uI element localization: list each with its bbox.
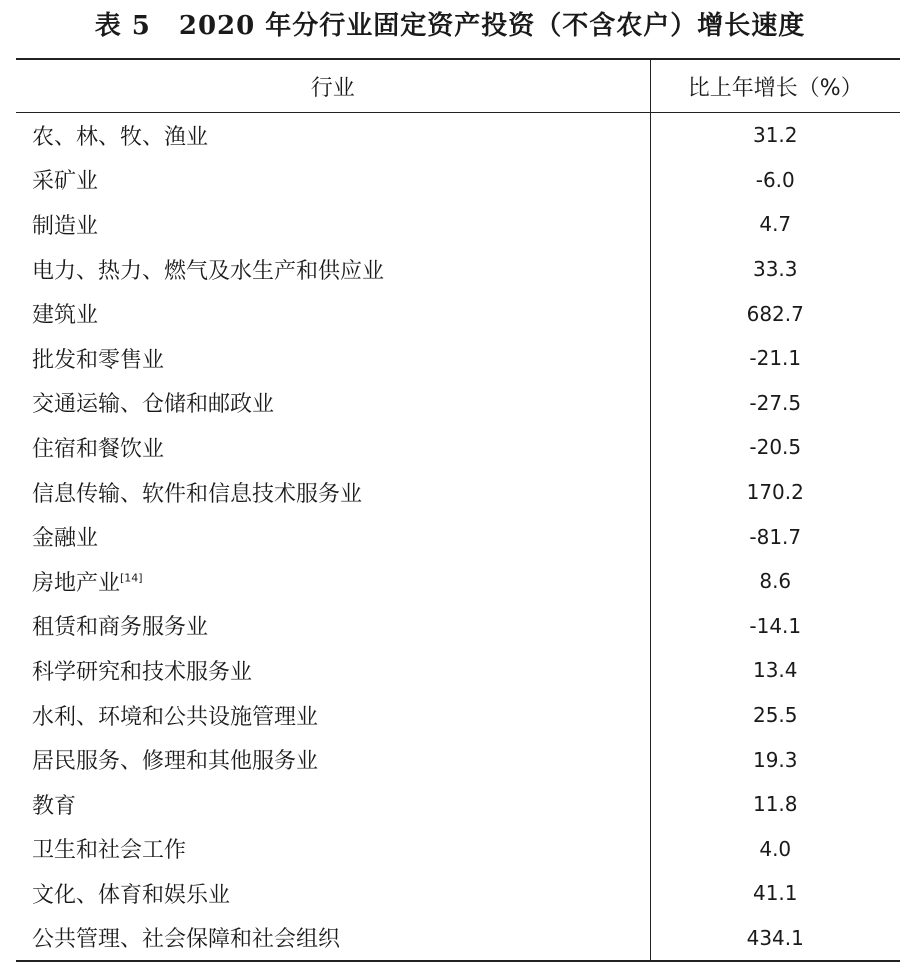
industry-name: 采矿业 xyxy=(32,169,99,195)
table-row xyxy=(16,916,900,962)
industry-name: 水利、环境和公共设施管理业 xyxy=(32,704,319,730)
table-row xyxy=(16,871,900,916)
growth-value: 170.2 xyxy=(650,470,900,515)
table-row xyxy=(16,158,900,203)
industry-name: 信息传输、软件和信息技术服务业 xyxy=(32,481,363,507)
growth-value: 434.1 xyxy=(650,916,900,962)
industry-name: 批发和零售业 xyxy=(32,347,165,373)
investment-growth-table xyxy=(16,58,900,962)
growth-value: -27.5 xyxy=(650,381,900,426)
table-row xyxy=(16,113,900,158)
industry-cell xyxy=(16,113,650,158)
growth-value: 8.6 xyxy=(650,559,900,604)
industry-cell xyxy=(16,247,650,292)
industry-cell xyxy=(16,202,650,247)
industry-name: 卫生和社会工作 xyxy=(32,838,187,864)
industry-name: 教育 xyxy=(32,793,77,819)
growth-value: -81.7 xyxy=(650,514,900,559)
table-row xyxy=(16,336,900,381)
industry-cell xyxy=(16,336,650,381)
growth-value: 682.7 xyxy=(650,291,900,336)
growth-value: -6.0 xyxy=(650,158,900,203)
table-title xyxy=(0,6,900,46)
table-row xyxy=(16,247,900,292)
growth-value: 31.2 xyxy=(650,113,900,158)
industry-name: 居民服务、修理和其他服务业 xyxy=(32,749,319,775)
growth-value: 33.3 xyxy=(650,247,900,292)
industry-cell xyxy=(16,737,650,782)
header-row xyxy=(16,59,900,113)
industry-cell xyxy=(16,648,650,693)
growth-value: 41.1 xyxy=(650,871,900,916)
table-row xyxy=(16,737,900,782)
industry-name: 交通运输、仓储和邮政业 xyxy=(32,392,275,418)
industry-name: 租赁和商务服务业 xyxy=(32,615,209,641)
industry-name: 住宿和餐饮业 xyxy=(32,436,165,462)
industry-cell xyxy=(16,916,650,962)
table-row xyxy=(16,693,900,738)
industry-cell xyxy=(16,158,650,203)
growth-value: 11.8 xyxy=(650,782,900,827)
industry-name: 农、林、牧、渔业 xyxy=(32,124,209,150)
growth-value: 4.0 xyxy=(650,827,900,872)
industry-name: 建筑业 xyxy=(32,303,99,329)
table-row xyxy=(16,559,900,604)
industry-cell xyxy=(16,559,650,604)
growth-value: -21.1 xyxy=(650,336,900,381)
industry-name: 文化、体育和娱乐业 xyxy=(32,882,231,908)
header-industry: 行业 xyxy=(16,59,650,113)
table-row xyxy=(16,782,900,827)
industry-name: 公共管理、社会保障和社会组织 xyxy=(32,927,341,953)
table-row xyxy=(16,202,900,247)
industry-name: 制造业 xyxy=(32,213,99,239)
header-growth: 比上年增长（%） xyxy=(650,59,900,113)
table-row xyxy=(16,514,900,559)
industry-name: 科学研究和技术服务业 xyxy=(32,659,253,685)
growth-value: 4.7 xyxy=(650,202,900,247)
growth-value: -14.1 xyxy=(650,604,900,649)
table-number: 表 5 xyxy=(94,11,151,41)
growth-value: 13.4 xyxy=(650,648,900,693)
industry-cell xyxy=(16,782,650,827)
table-row xyxy=(16,381,900,426)
industry-cell xyxy=(16,425,650,470)
table-body xyxy=(16,113,900,962)
footnote-marker: [14] xyxy=(120,571,143,585)
industry-cell xyxy=(16,871,650,916)
growth-value: 19.3 xyxy=(650,737,900,782)
industry-cell xyxy=(16,291,650,336)
industry-cell xyxy=(16,827,650,872)
table-row xyxy=(16,604,900,649)
industry-cell xyxy=(16,470,650,515)
table-row xyxy=(16,470,900,515)
growth-value: 25.5 xyxy=(650,693,900,738)
table-row xyxy=(16,648,900,693)
industry-cell xyxy=(16,514,650,559)
industry-name: 房地产业 xyxy=(32,570,121,596)
table-row xyxy=(16,425,900,470)
table-row xyxy=(16,291,900,336)
industry-cell xyxy=(16,604,650,649)
industry-name: 电力、热力、燃气及水生产和供应业 xyxy=(32,258,385,284)
table-row xyxy=(16,827,900,872)
growth-value: -20.5 xyxy=(650,425,900,470)
industry-name: 金融业 xyxy=(32,526,99,552)
industry-cell xyxy=(16,693,650,738)
table-title-text: 2020 年分行业固定资产投资（不含农户）增长速度 xyxy=(178,11,806,41)
industry-cell xyxy=(16,381,650,426)
